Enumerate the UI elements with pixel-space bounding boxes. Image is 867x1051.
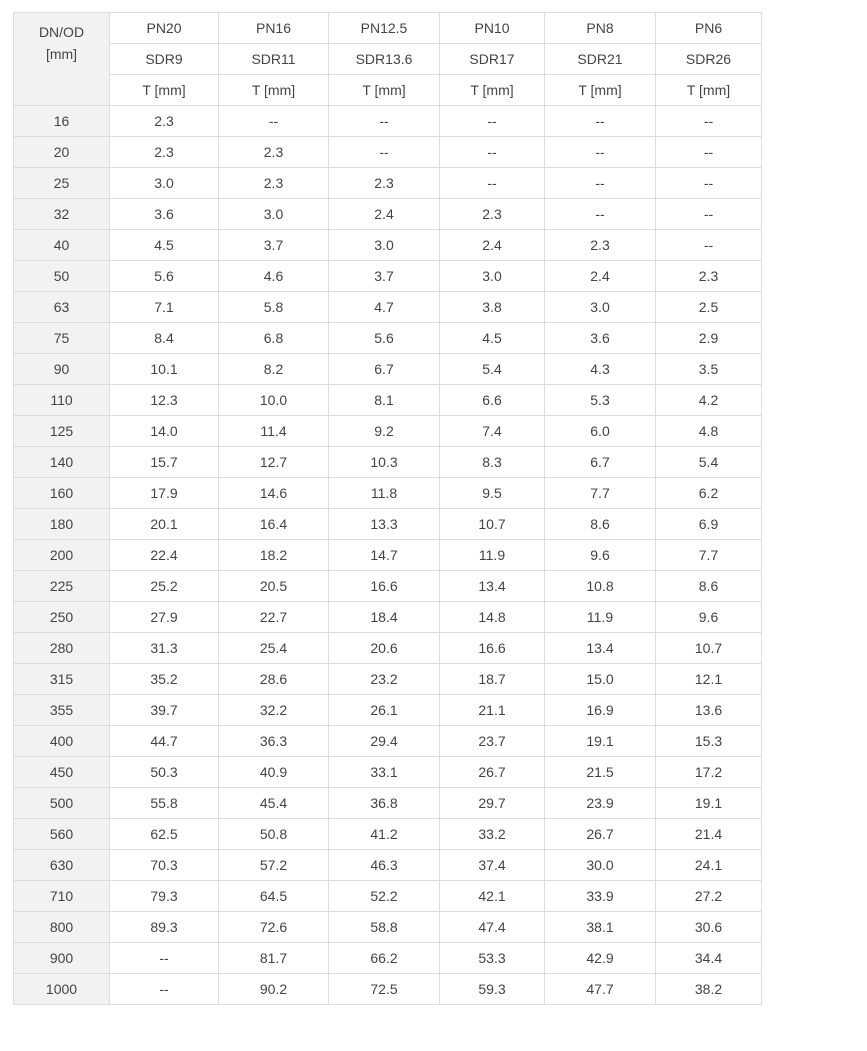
thickness-cell: 26.7 [545,819,656,850]
thickness-cell: 59.3 [440,974,545,1005]
thickness-cell: -- [440,137,545,168]
thickness-cell: 15.0 [545,664,656,695]
thickness-cell: 22.7 [219,602,329,633]
thickness-cell: -- [219,106,329,137]
dn-cell: 20 [14,137,110,168]
sdr-header-cell: SDR21 [545,44,656,75]
thickness-cell: -- [656,199,762,230]
thickness-cell: 2.4 [545,261,656,292]
thickness-cell: 21.5 [545,757,656,788]
pn-header-cell: PN10 [440,13,545,44]
thickness-cell: 53.3 [440,943,545,974]
thickness-cell: 23.7 [440,726,545,757]
thickness-cell: 9.6 [656,602,762,633]
thickness-cell: 23.9 [545,788,656,819]
table-row [14,819,762,850]
thickness-cell: 3.7 [219,230,329,261]
table-row [14,695,762,726]
thickness-cell: 16.6 [440,633,545,664]
table-row [14,261,762,292]
table-row [14,726,762,757]
thickness-cell: 6.9 [656,509,762,540]
thickness-cell: 57.2 [219,850,329,881]
thickness-cell: 18.7 [440,664,545,695]
dn-cell: 180 [14,509,110,540]
table-body [14,106,762,1005]
dn-cell: 710 [14,881,110,912]
table-row [14,571,762,602]
thickness-cell: 50.3 [110,757,219,788]
thickness-cell: 72.6 [219,912,329,943]
thickness-cell: 10.7 [656,633,762,664]
thickness-cell: 10.1 [110,354,219,385]
thickness-cell: 89.3 [110,912,219,943]
table-row [14,199,762,230]
dn-cell: 140 [14,447,110,478]
table-row [14,137,762,168]
thickness-cell: 11.8 [329,478,440,509]
thickness-cell: 90.2 [219,974,329,1005]
thickness-cell: 8.2 [219,354,329,385]
thickness-cell: 72.5 [329,974,440,1005]
dn-cell: 160 [14,478,110,509]
dn-cell: 75 [14,323,110,354]
thickness-cell: 7.7 [545,478,656,509]
thickness-cell: 15.3 [656,726,762,757]
table-row [14,354,762,385]
thickness-cell: 21.4 [656,819,762,850]
dn-cell: 315 [14,664,110,695]
thickness-header-cell: T [mm] [329,75,440,106]
sdr-header-cell: SDR26 [656,44,762,75]
thickness-cell: 30.6 [656,912,762,943]
thickness-cell: 8.6 [656,571,762,602]
thickness-cell: 2.4 [329,199,440,230]
thickness-cell: 36.3 [219,726,329,757]
thickness-cell: -- [329,137,440,168]
thickness-cell: 7.4 [440,416,545,447]
thickness-cell: 16.6 [329,571,440,602]
thickness-cell: 42.9 [545,943,656,974]
thickness-cell: 10.7 [440,509,545,540]
thickness-header-cell: T [mm] [656,75,762,106]
thickness-cell: -- [545,199,656,230]
thickness-cell: 8.3 [440,447,545,478]
table-row [14,881,762,912]
dn-cell: 32 [14,199,110,230]
thickness-cell: -- [656,137,762,168]
table-row [14,323,762,354]
thickness-cell: 8.6 [545,509,656,540]
thickness-cell: 2.3 [545,230,656,261]
thickness-cell: 3.0 [545,292,656,323]
thickness-cell: 5.6 [110,261,219,292]
thickness-cell: 28.6 [219,664,329,695]
thickness-cell: -- [545,137,656,168]
thickness-cell: 19.1 [545,726,656,757]
thickness-header-cell: T [mm] [219,75,329,106]
table-row [14,912,762,943]
thickness-cell: 64.5 [219,881,329,912]
pipe-dimension-table-container [13,12,762,1005]
thickness-cell: 17.9 [110,478,219,509]
thickness-cell: 35.2 [110,664,219,695]
table-row [14,788,762,819]
thickness-cell: 6.7 [329,354,440,385]
thickness-cell: 10.0 [219,385,329,416]
table-row [14,850,762,881]
thickness-cell: 37.4 [440,850,545,881]
thickness-cell: 79.3 [110,881,219,912]
dn-cell: 250 [14,602,110,633]
thickness-cell: 40.9 [219,757,329,788]
thickness-cell: 12.7 [219,447,329,478]
thickness-cell: 42.1 [440,881,545,912]
thickness-cell: 3.0 [110,168,219,199]
thickness-cell: 5.8 [219,292,329,323]
thickness-cell: 2.3 [219,137,329,168]
thickness-cell: -- [110,974,219,1005]
thickness-cell: 23.2 [329,664,440,695]
thickness-cell: 3.0 [329,230,440,261]
dn-cell: 225 [14,571,110,602]
thickness-cell: -- [440,168,545,199]
thickness-cell: 55.8 [110,788,219,819]
thickness-cell: 20.5 [219,571,329,602]
dn-cell: 400 [14,726,110,757]
pn-header-cell: PN20 [110,13,219,44]
dn-cell: 900 [14,943,110,974]
thickness-cell: 26.7 [440,757,545,788]
thickness-cell: 3.6 [110,199,219,230]
thickness-cell: 9.2 [329,416,440,447]
thickness-cell: 14.8 [440,602,545,633]
thickness-cell: 3.7 [329,261,440,292]
thickness-cell: 46.3 [329,850,440,881]
thickness-cell: 2.3 [110,106,219,137]
thickness-cell: 16.4 [219,509,329,540]
thickness-cell: 15.7 [110,447,219,478]
thickness-cell: 6.2 [656,478,762,509]
thickness-cell: -- [656,106,762,137]
dn-cell: 560 [14,819,110,850]
thickness-cell: -- [656,230,762,261]
thickness-cell: 10.8 [545,571,656,602]
table-row [14,664,762,695]
thickness-cell: 10.3 [329,447,440,478]
thickness-cell: -- [545,168,656,199]
sdr-header-cell: SDR17 [440,44,545,75]
thickness-cell: 18.4 [329,602,440,633]
dn-cell: 90 [14,354,110,385]
dn-cell: 355 [14,695,110,726]
thickness-cell: 26.1 [329,695,440,726]
dn-cell: 450 [14,757,110,788]
thickness-cell: 7.7 [656,540,762,571]
table-row [14,447,762,478]
thickness-cell: 14.6 [219,478,329,509]
thickness-cell: 5.6 [329,323,440,354]
thickness-cell: 21.1 [440,695,545,726]
pn-header-cell: PN16 [219,13,329,44]
dn-od-header-line2: [mm] [45,46,78,62]
thickness-cell: 2.3 [329,168,440,199]
thickness-cell: 32.2 [219,695,329,726]
table-row [14,168,762,199]
thickness-cell: 2.4 [440,230,545,261]
thickness-cell: 9.5 [440,478,545,509]
thickness-cell: 13.6 [656,695,762,726]
thickness-cell: 11.9 [545,602,656,633]
thickness-cell: 33.1 [329,757,440,788]
thickness-cell: 20.6 [329,633,440,664]
thickness-cell: 5.4 [440,354,545,385]
thickness-cell: -- [329,106,440,137]
thickness-cell: 34.4 [656,943,762,974]
thickness-cell: 47.4 [440,912,545,943]
sdr-header-row [14,44,762,75]
thickness-cell: 2.3 [110,137,219,168]
thickness-cell: 4.5 [440,323,545,354]
thickness-cell: 13.4 [440,571,545,602]
thickness-cell: 33.2 [440,819,545,850]
table-row [14,943,762,974]
thickness-cell: 13.3 [329,509,440,540]
thickness-cell: 16.9 [545,695,656,726]
thickness-cell: 3.6 [545,323,656,354]
dn-cell: 25 [14,168,110,199]
thickness-cell: 24.1 [656,850,762,881]
thickness-cell: 27.9 [110,602,219,633]
thickness-cell: 70.3 [110,850,219,881]
table-row [14,230,762,261]
dn-cell: 1000 [14,974,110,1005]
thickness-cell: 8.1 [329,385,440,416]
thickness-cell: 52.2 [329,881,440,912]
pn-header-row [14,13,762,44]
thickness-cell: -- [110,943,219,974]
thickness-header-cell: T [mm] [545,75,656,106]
dn-od-header-line1: DN/OD [38,24,85,40]
dn-cell: 50 [14,261,110,292]
thickness-cell: -- [440,106,545,137]
thickness-cell: 4.6 [219,261,329,292]
dn-cell: 630 [14,850,110,881]
table-row [14,974,762,1005]
thickness-header-cell: T [mm] [440,75,545,106]
thickness-cell: 3.0 [219,199,329,230]
thickness-cell: 33.9 [545,881,656,912]
thickness-cell: 11.9 [440,540,545,571]
thickness-cell: 11.4 [219,416,329,447]
dn-cell: 125 [14,416,110,447]
thickness-cell: 14.0 [110,416,219,447]
pipe-dimension-table [13,12,762,1005]
dn-cell: 200 [14,540,110,571]
thickness-cell: -- [545,106,656,137]
thickness-cell: 29.7 [440,788,545,819]
thickness-cell: 30.0 [545,850,656,881]
pn-header-cell: PN6 [656,13,762,44]
table-row [14,385,762,416]
thickness-cell: 6.6 [440,385,545,416]
thickness-cell: 25.2 [110,571,219,602]
thickness-cell: 4.2 [656,385,762,416]
thickness-cell: 62.5 [110,819,219,850]
table-row [14,540,762,571]
thickness-cell: 6.8 [219,323,329,354]
thickness-cell: 4.5 [110,230,219,261]
table-row [14,106,762,137]
thickness-cell: 38.2 [656,974,762,1005]
thickness-cell: 31.3 [110,633,219,664]
thickness-cell: 13.4 [545,633,656,664]
thickness-cell: 38.1 [545,912,656,943]
thickness-cell: 2.3 [440,199,545,230]
thickness-cell: 50.8 [219,819,329,850]
thickness-cell: 6.0 [545,416,656,447]
thickness-cell: 2.5 [656,292,762,323]
thickness-cell: 3.0 [440,261,545,292]
thickness-cell: 6.7 [545,447,656,478]
thickness-cell: 2.3 [656,261,762,292]
dn-cell: 800 [14,912,110,943]
thickness-cell: 39.7 [110,695,219,726]
thickness-cell: 4.3 [545,354,656,385]
thickness-cell: 18.2 [219,540,329,571]
thickness-cell: 25.4 [219,633,329,664]
table-row [14,602,762,633]
thickness-cell: 5.3 [545,385,656,416]
thickness-cell: 58.8 [329,912,440,943]
thickness-cell: 12.3 [110,385,219,416]
thickness-cell: 2.9 [656,323,762,354]
pn-header-cell: PN12.5 [329,13,440,44]
sdr-header-cell: SDR13.6 [329,44,440,75]
thickness-cell: 47.7 [545,974,656,1005]
dn-cell: 500 [14,788,110,819]
thickness-cell: 81.7 [219,943,329,974]
dn-cell: 16 [14,106,110,137]
thickness-cell: 5.4 [656,447,762,478]
table-row [14,292,762,323]
thickness-cell: 4.8 [656,416,762,447]
dn-cell: 280 [14,633,110,664]
thickness-cell: 14.7 [329,540,440,571]
dn-cell: 110 [14,385,110,416]
table-row [14,633,762,664]
thickness-cell: 3.5 [656,354,762,385]
thickness-cell: -- [656,168,762,199]
thickness-cell: 2.3 [219,168,329,199]
thickness-header-cell: T [mm] [110,75,219,106]
thickness-cell: 45.4 [219,788,329,819]
thickness-cell: 27.2 [656,881,762,912]
thickness-header-row [14,75,762,106]
thickness-cell: 12.1 [656,664,762,695]
dn-cell: 40 [14,230,110,261]
thickness-cell: 19.1 [656,788,762,819]
thickness-cell: 4.7 [329,292,440,323]
table-row [14,757,762,788]
thickness-cell: 7.1 [110,292,219,323]
thickness-cell: 36.8 [329,788,440,819]
thickness-cell: 44.7 [110,726,219,757]
dn-od-header [14,13,110,106]
table-row [14,416,762,447]
thickness-cell: 41.2 [329,819,440,850]
dn-cell: 63 [14,292,110,323]
thickness-cell: 8.4 [110,323,219,354]
pn-header-cell: PN8 [545,13,656,44]
table-row [14,509,762,540]
thickness-cell: 66.2 [329,943,440,974]
thickness-cell: 17.2 [656,757,762,788]
thickness-cell: 20.1 [110,509,219,540]
thickness-cell: 9.6 [545,540,656,571]
thickness-cell: 3.8 [440,292,545,323]
table-row [14,478,762,509]
table-header [14,13,762,106]
sdr-header-cell: SDR9 [110,44,219,75]
thickness-cell: 22.4 [110,540,219,571]
sdr-header-cell: SDR11 [219,44,329,75]
thickness-cell: 29.4 [329,726,440,757]
